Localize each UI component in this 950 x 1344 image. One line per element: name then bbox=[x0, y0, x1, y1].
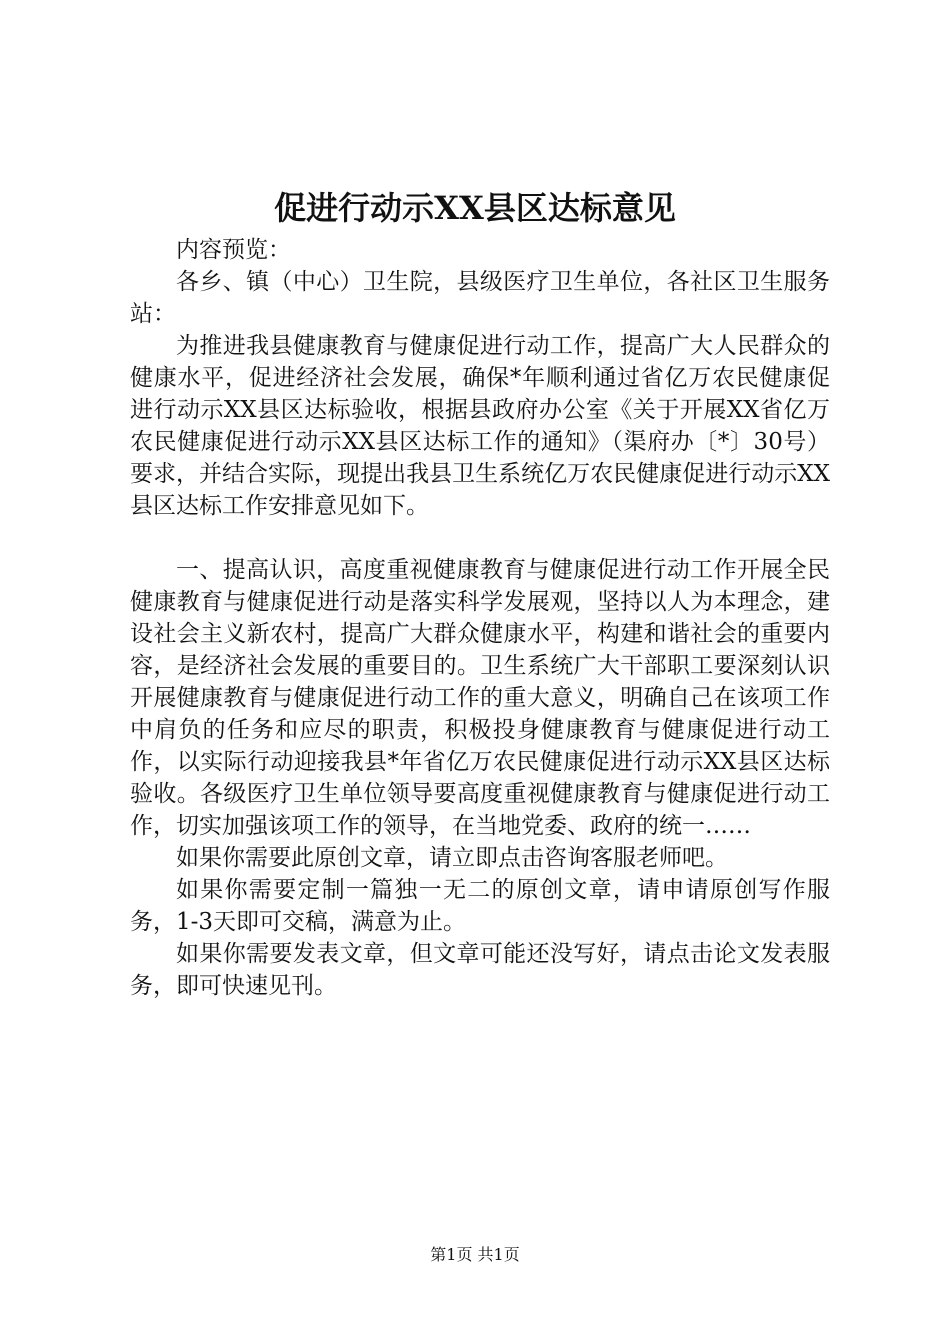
preview-label: 内容预览： bbox=[176, 237, 291, 263]
salutation-paragraph: 各乡、镇（中心）卫生院，县级医疗卫生单位，各社区卫生服务站： bbox=[130, 269, 830, 327]
document-body bbox=[130, 234, 830, 1002]
page-footer: 第1页 共1页 bbox=[430, 1245, 520, 1264]
section-one-paragraph: 一、提高认识，高度重视健康教育与健康促进行动工作开展全民健康教育与健康促进行动是落实科学发展观，坚持以人为本理念，建设社会主义新农村，提高广大群众健康水平，构建和谐社会的重要内容，是经济社会发展的重要目的。卫生系统广大干部职工要深刻认识开展健康教育与健康促进行动工作的重大意义，明确自己在该项工作中肩负的任务和应尽的职责，积极投身健康教育与健康促进行动工作，以实际行动迎接我县*年省亿万农民健康促进行动示XX县区达标验收。各级医疗卫生单位领导要高度重视健康教育与健康促进行动工作，切实加强该项工作的领导，在当地党委、政府的统一…… bbox=[130, 557, 830, 839]
publish-service-paragraph[interactable]: 如果你需要发表文章，但文章可能还没写好，请点击论文发表服务，即可快速见刊。 bbox=[130, 941, 830, 999]
paragraph-spacer bbox=[130, 522, 830, 554]
document-title: 促进行动示XX县区达标意见 bbox=[274, 189, 676, 227]
custom-writing-paragraph[interactable]: 如果你需要定制一篇独一无二的原创文章，请申请原创写作服务，1-3天即可交稿，满意为止。 bbox=[130, 877, 830, 935]
intro-paragraph: 为推进我县健康教育与健康促进行动工作，提高广大人民群众的健康水平，促进经济社会发展，确保*年顺利通过省亿万农民健康促进行动示XX县区达标验收，根据县政府办公室《关于开展XX省亿万农民健康促进行动示XX县区达标工作的通知》（渠府办〔*〕30号）要求，并结合实际，现提出我县卫生系统亿万农民健康促进行动示XX县区达标工作安排意见如下。 bbox=[130, 333, 830, 519]
consult-link-paragraph[interactable]: 如果你需要此原创文章，请立即点击咨询客服老师吧。 bbox=[176, 845, 728, 871]
